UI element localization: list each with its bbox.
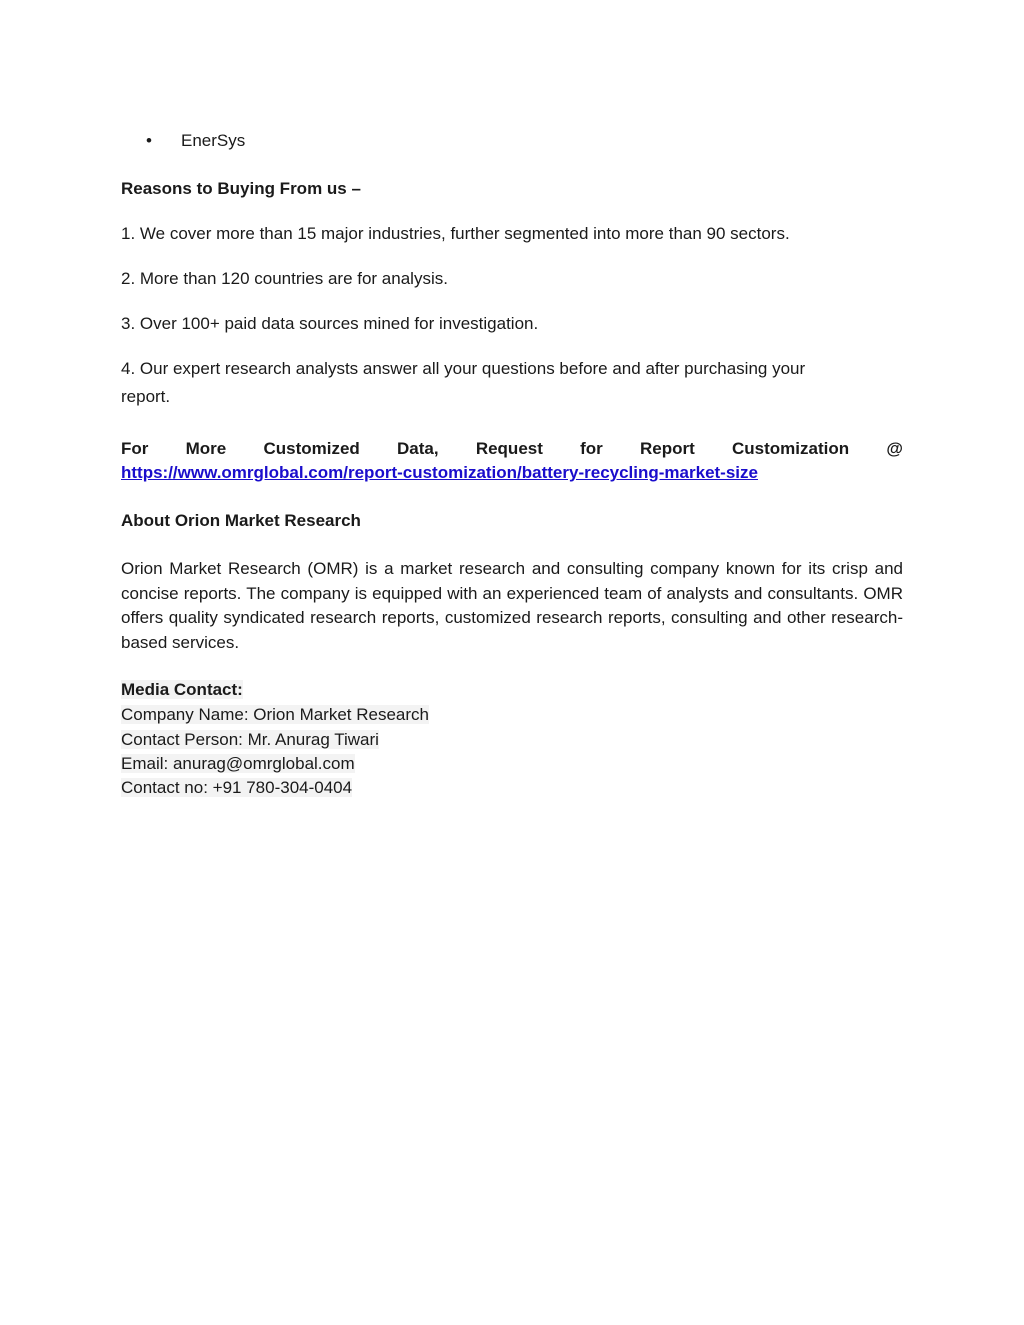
- customization-word: For: [121, 439, 149, 458]
- media-contact-phone: Contact no: +91 780-304-0404: [121, 778, 353, 797]
- reasons-heading: Reasons to Buying From us –: [121, 179, 361, 198]
- customization-word: Request: [475, 439, 543, 458]
- bullet-item: [146, 129, 245, 153]
- customization-word: for: [580, 439, 603, 458]
- reason-item-1: 1. We cover more than 15 major industries, further segmented into more than 90 sectors.: [121, 224, 790, 243]
- media-contact-company: Company Name: Orion Market Research: [121, 705, 430, 724]
- media-contact-heading: Media Contact:: [121, 680, 243, 699]
- reason-item-4: 4. Our expert research analysts answer all your questions before and after purchasing your: [121, 359, 806, 378]
- bullet-text: EnerSys: [181, 131, 246, 150]
- reason-item-2: 2. More than 120 countries are for analysis.: [121, 269, 448, 288]
- about-heading: About Orion Market Research: [121, 511, 361, 530]
- about-body: Orion Market Research (OMR) is a market research and consulting company known for its crisp and concise reports. The company is equipped with an experienced team of analysts and consultants. OMR offers quality syndicated research reports, customized research reports, consulting and other research-based services.: [121, 559, 903, 652]
- customization-word: @: [886, 439, 903, 458]
- customization-word: Data,: [397, 439, 439, 458]
- customization-request-line: [121, 437, 903, 461]
- reason-item-4-continued: report.: [121, 387, 171, 406]
- bullet-dot-icon: •: [146, 131, 152, 150]
- media-contact-person: Contact Person: Mr. Anurag Tiwari: [121, 730, 379, 749]
- customization-word: Customization: [732, 439, 850, 458]
- customization-word: Report: [640, 439, 695, 458]
- customization-link[interactable]: https://www.omrglobal.com/report-customization/battery-recycling-market-size: [121, 463, 758, 482]
- customization-word: More: [185, 439, 227, 458]
- customization-link-line: [121, 461, 758, 485]
- media-contact-email: Email: anurag@omrglobal.com: [121, 754, 355, 773]
- customization-word: Customized: [263, 439, 360, 458]
- reason-item-3: 3. Over 100+ paid data sources mined for investigation.: [121, 314, 539, 333]
